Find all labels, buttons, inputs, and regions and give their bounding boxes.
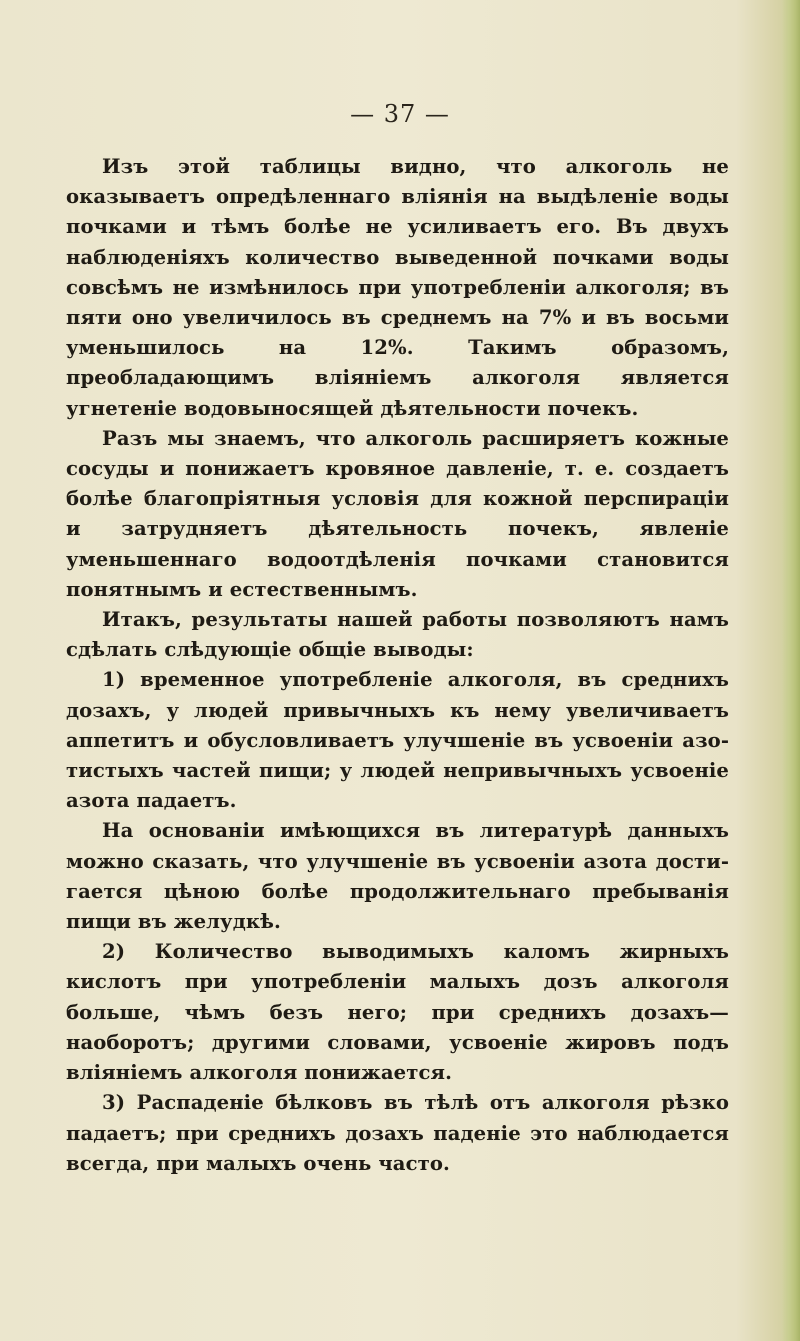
page-number: — 37 — xyxy=(350,100,450,128)
paragraph-conclusion-1: 1) временное употребленіе алкоголя, въ среднихъ дозахъ, у людей привычныхъ къ нему увеличиваетъ аппетитъ и обусловливаетъ улучшеніе въ усвоеніи азотистыхъ частей пищи; у людей непривычныхъ усвоеніе азота падаетъ. xyxy=(66,668,729,813)
paragraph-skin-vessels: Разъ мы знаемъ, что алкоголь расширяетъ кожные сосуды и понижаетъ кровяное давленіе, т. е. создаетъ болѣе благопріятныя условія для кожной перспираціи и затрудняетъ дѣятельность почекъ, явленіе уменьшеннаго водоотдѣленія почками становится понятнымъ и естественнымъ. xyxy=(66,426,729,601)
paragraph-conclusion-2: 2) Количество выводимыхъ каломъ жирныхъ кислотъ при употребленіи малыхъ дозъ алкоголя больше, чѣмъ безъ него; при среднихъ дозахъ—наоборотъ; другими словами, усвоеніе жировъ подъ вліяніемъ алкоголя понижается. xyxy=(66,940,729,1085)
paragraph-table-conclusion: Изъ этой таблицы видно, что алкоголь не оказываетъ опредѣленнаго вліянія на выдѣленіе воды почками и тѣмъ болѣе не усиливаетъ его. Въ двухъ наблюденіяхъ количество выведенной почками воды совсѣмъ не измѣнилось при употребленіи алкоголя; въ пяти оно увеличилось въ среднемъ на 7% и въ восьми уменьшилось на 12%. Такимъ образомъ, преобладающимъ вліяніемъ алкоголя является угнетеніе водовыносящей дѣятельности почекъ. xyxy=(66,155,729,420)
body-text xyxy=(66,152,729,1179)
paragraph-conclusions-intro: Итакъ, результаты нашей работы позволяютъ намъ сдѣлать слѣдующіе общіе выводы: xyxy=(66,608,729,662)
page-edge-shadow xyxy=(782,0,800,1341)
paragraph-conclusion-3: 3) Распаденіе бѣлковъ въ тѣлѣ отъ алкоголя рѣзко падаетъ; при среднихъ дозахъ паденіе это наблюдается всегда, при малыхъ очень часто. xyxy=(66,1091,729,1175)
paragraph-literature-note: На основаніи имѣющихся въ литературѣ данныхъ можно сказать, что улучшеніе въ усвоеніи азота достигается цѣною болѣе продолжительнаго пребыванія пищи въ желудкѣ. xyxy=(66,819,729,934)
